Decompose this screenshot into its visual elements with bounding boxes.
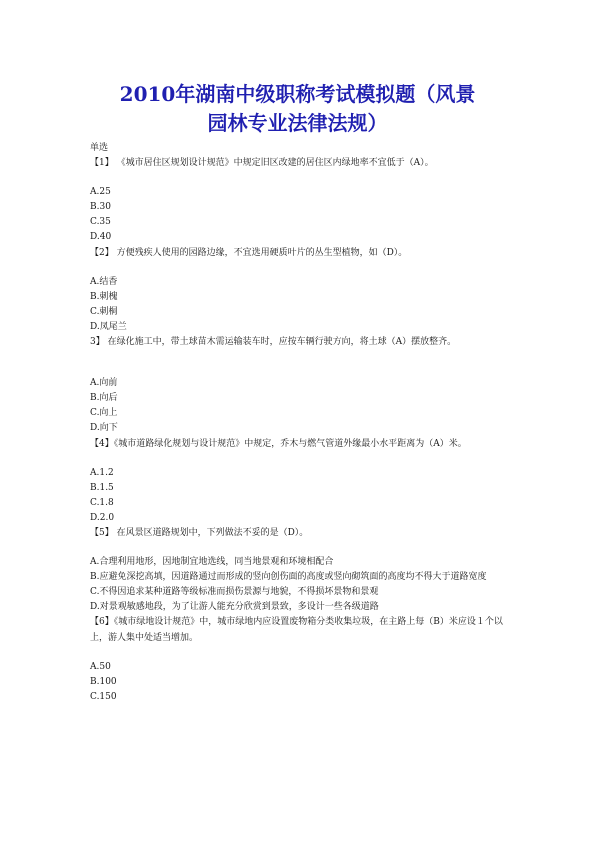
answer-option: C.刺桐: [90, 306, 118, 317]
answer-option: B.刺槐: [90, 291, 118, 302]
answer-option: A.合理利用地形，因地制宜地选线，同当地景观和环境相配合: [90, 557, 334, 568]
section-label: 单选: [90, 143, 109, 153]
answer-option: A.结香: [90, 276, 118, 287]
page-title: [60, 80, 535, 138]
page-title-line-2: 园林专业法律法规）: [207, 111, 388, 135]
answer-option: C.150: [90, 691, 117, 702]
answer-option: A.25: [90, 187, 111, 198]
answer-option: C.1.8: [90, 497, 114, 508]
answer-option: D.2.0: [90, 512, 115, 523]
question-prompt: 【5】 在风景区道路规划中，下列做法不妥的是（D）。: [90, 527, 309, 538]
answer-option: D.向下: [90, 423, 118, 434]
answer-option: D.凤尾兰: [90, 321, 127, 332]
answer-option: D.对景观敏感地段，为了让游人能充分欣赏到景致，多设计一些各级道路: [90, 602, 379, 613]
answer-option: B.向后: [90, 393, 118, 404]
answer-option: A.向前: [90, 378, 118, 389]
answer-option: B.应避免深挖高填，因道路通过而形成的竖向创伤面的高度或竖向砌筑面的高度均不得大于道路宽度: [90, 572, 487, 583]
answer-option: C.35: [90, 217, 111, 228]
question-prompt: 【2】 方便残疾人使用的园路边缘，不宜选用硬质叶片的丛生型植物，如（D）。: [90, 247, 408, 258]
answer-option: B.100: [90, 676, 117, 687]
answer-option: C.向上: [90, 408, 118, 419]
question-prompt: 【1】 《城市居住区规划设计规范》中规定旧区改建的居住区内绿地率不宜低于（A）。: [90, 158, 434, 169]
question-prompt: 【4】《城市道路绿化规划与设计规范》中规定，乔木与燃气管道外缘最小水平距离为（A）米。: [90, 438, 467, 449]
page-title-line-1: 2010年湖南中级职称考试模拟题（风景: [119, 82, 476, 106]
question-prompt: 【6】《城市绿地设计规范》中，城市绿地内应设置废物箱分类收集垃圾，在主路上每（B）米应设１个以上，游人集中处适当增加。: [90, 617, 503, 643]
answer-option: A.1.2: [90, 467, 114, 478]
answer-option: B.1.5: [90, 482, 114, 493]
question-list: [90, 141, 520, 705]
answer-option: D.40: [90, 232, 112, 243]
question-prompt: 3】 在绿化施工中，带土球苗木需运输装车时，应按车辆行驶方向，将土球（A）摆放整齐。: [90, 337, 457, 348]
answer-option: A.50: [90, 661, 111, 672]
answer-option: B.30: [90, 202, 111, 213]
answer-option: C.不得因追求某种道路等级标准而损伤景源与地貌，不得损坏景物和景观: [90, 587, 379, 598]
